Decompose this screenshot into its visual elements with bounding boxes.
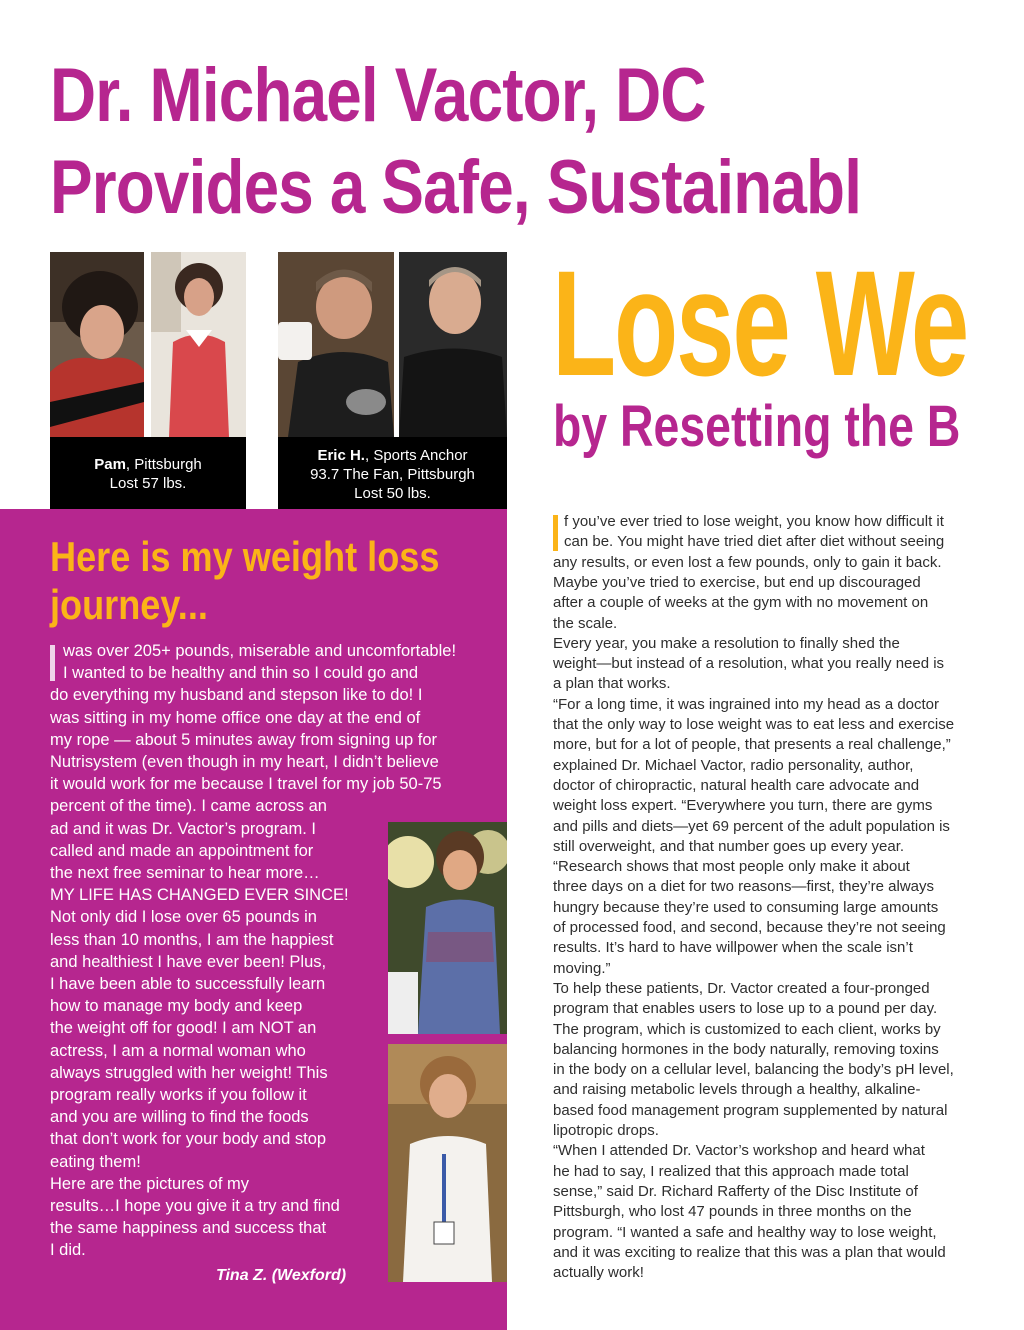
article-line: he had to say, I realized that this approach made total bbox=[553, 1162, 909, 1180]
journey-line: less than 10 months, I am the happiest bbox=[50, 930, 334, 949]
article-line: balancing hormones in the body naturally, removing toxins bbox=[553, 1040, 939, 1058]
journey-line: the weight off for good! I am NOT an bbox=[50, 1019, 317, 1038]
article-line: can be. You might have tried diet after diet without seeing bbox=[564, 533, 945, 551]
tina-photo-2 bbox=[388, 1044, 507, 1282]
journey-line: that don’t work for your body and stop bbox=[50, 1130, 327, 1149]
journey-line: always struggled with her weight! This bbox=[50, 1063, 328, 1082]
headline-line-1: Dr. Michael Vactor, DC bbox=[50, 53, 706, 138]
eric-station: 93.7 The Fan, Pittsburgh bbox=[310, 465, 475, 483]
journey-line: percent of the time). I came across an bbox=[50, 797, 327, 816]
article-line: after a couple of weeks at the gym with no movement on bbox=[553, 594, 929, 612]
journey-line: program really works if you follow it bbox=[50, 1086, 307, 1104]
article-line: f you’ve ever tried to lose weight, you know how difficult it bbox=[564, 513, 944, 530]
journey-line: and healthiest I have ever been! Plus, bbox=[50, 952, 327, 971]
pam-before-photo bbox=[50, 252, 144, 437]
article-line: explained Dr. Michael Vactor, radio personality, author, bbox=[553, 756, 914, 774]
journey-line: eating them! bbox=[50, 1152, 141, 1171]
article-line: sense,” said Dr. Richard Rafferty of the Disc Institute of bbox=[553, 1182, 918, 1200]
journey-line: do everything my husband and stepson like to do! I bbox=[50, 686, 423, 705]
article-line: “Research shows that most people only make it about bbox=[553, 858, 910, 876]
article-line: The program, which is customized to each client, works by bbox=[553, 1020, 941, 1038]
article-line: “For a long time, it was ingrained into my head as a doctor bbox=[553, 695, 940, 713]
journey-line: I did. bbox=[50, 1241, 86, 1260]
journey-dropcap bbox=[50, 645, 55, 681]
pam-name: Pam bbox=[94, 456, 126, 473]
subheadline: by Resetting the B bbox=[553, 394, 961, 459]
pam-caption bbox=[50, 437, 246, 511]
article-line: To help these patients, Dr. Vactor created a four-pronged bbox=[553, 979, 930, 997]
article-line: actually work! bbox=[553, 1264, 644, 1282]
article-line: still overweight, and that number goes up every year. bbox=[553, 837, 905, 855]
article-line: a plan that works. bbox=[553, 675, 671, 693]
pam-location: , Pittsburgh bbox=[125, 456, 202, 473]
pam-lost: Lost 57 lbs. bbox=[109, 475, 187, 492]
journey-line: actress, I am a normal woman who bbox=[50, 1041, 306, 1060]
article-line: weight loss expert. “Everywhere you turn, there are gyms bbox=[553, 797, 933, 815]
journey-title: Here is my weight loss journey... bbox=[50, 533, 440, 628]
article-line: of processed food, and second, because they’re not seeing bbox=[553, 919, 946, 936]
journey-line: Here are the pictures of my bbox=[50, 1174, 249, 1193]
journey-line: Not only did I lose over 65 pounds in bbox=[50, 908, 317, 927]
eric-caption bbox=[278, 437, 507, 511]
journey-line: my rope — about 5 minutes away from signing up for bbox=[50, 730, 438, 749]
journey-line: how to manage my body and keep bbox=[50, 997, 303, 1016]
article-line: results. It’s hard to have willpower when the scale isn’t bbox=[553, 939, 913, 957]
journey-line: and you are willing to find the foods bbox=[50, 1108, 309, 1127]
journey-line: it would work for me because I travel for my job 50-75 bbox=[50, 775, 442, 794]
story-signature: Tina Z. (Wexford) bbox=[216, 1267, 347, 1284]
pam-after-photo bbox=[151, 252, 246, 437]
tina-photo-1 bbox=[388, 822, 507, 1034]
article-line: in the body on a cellular level, balancing the body’s pH level, bbox=[553, 1061, 954, 1079]
article-line: program. “I wanted a safe and healthy way to lose weight, bbox=[553, 1223, 937, 1241]
article-line: and it was exciting to realize that this was a plan that would bbox=[553, 1243, 946, 1261]
article-line: doctor of chiropractic, natural health care advocate and bbox=[553, 776, 920, 794]
article-line: and raising metabolic levels through a healthy, alkaline- bbox=[553, 1081, 921, 1099]
eric-before-photo bbox=[278, 252, 394, 437]
eric-title: , Sports Anchor bbox=[364, 446, 468, 464]
journey-line: ad and it was Dr. Vactor’s program. I bbox=[50, 819, 316, 838]
lose-weight-title: Lose We bbox=[552, 239, 968, 407]
eric-name: Eric H. bbox=[317, 446, 365, 464]
journey-line: MY LIFE HAS CHANGED EVER SINCE! bbox=[50, 886, 349, 905]
article-line: more, but for a lot of people, that presents a real challenge,” bbox=[553, 736, 951, 754]
journey-line: the next free seminar to hear more… bbox=[50, 864, 320, 882]
article-line: any results, or even lost a few pounds, only to gain it back. bbox=[553, 553, 942, 571]
article-line: moving.” bbox=[553, 959, 611, 977]
journey-line: I have been able to successfully learn bbox=[50, 975, 326, 993]
journey-line: was over 205+ pounds, miserable and uncomfortable! bbox=[63, 642, 457, 660]
eric-after-photo bbox=[399, 252, 507, 437]
article-line: lipotropic drops. bbox=[553, 1122, 659, 1139]
journey-line: Nutrisystem (even though in my heart, I didn’t believe bbox=[50, 753, 439, 771]
eric-lost: Lost 50 lbs. bbox=[354, 484, 431, 502]
article-line: three days on a diet for two reasons—first, they’re always bbox=[553, 878, 935, 896]
article-dropcap bbox=[553, 515, 558, 551]
journey-line: the same happiness and success that bbox=[50, 1219, 327, 1238]
article-line: Pittsburgh, who lost 47 pounds in three months on the bbox=[553, 1203, 912, 1221]
journey-line: I wanted to be healthy and thin so I could go and bbox=[63, 664, 419, 683]
article-line: weight—but instead of a resolution, what you really need is bbox=[553, 655, 945, 673]
headline-line-2: Provides a Safe, Sustainabl bbox=[50, 145, 862, 230]
article-line: based food management program supplemented by natural bbox=[553, 1101, 948, 1119]
article-line: and pills and diets—yet 69 percent of the adult population is bbox=[553, 817, 950, 835]
article-line: that the only way to lose weight was to eat less and exercise bbox=[553, 716, 955, 733]
article-line: Every year, you make a resolution to finally shed the bbox=[553, 634, 900, 652]
journey-line: results…I hope you give it a try and find bbox=[50, 1197, 340, 1215]
article-line: Maybe you’ve tried to exercise, but end up discouraged bbox=[553, 573, 921, 591]
article-line: “When I attended Dr. Vactor’s workshop and heard what bbox=[553, 1142, 925, 1160]
journey-line: was sitting in my home office one day at the end of bbox=[50, 708, 421, 727]
article-line: the scale. bbox=[553, 614, 618, 632]
journey-line: called and made an appointment for bbox=[50, 841, 314, 860]
article-line: program that enables users to lose up to a pound per day. bbox=[553, 1000, 938, 1018]
article-line: hungry because they’re used to consuming large amounts bbox=[553, 898, 939, 916]
